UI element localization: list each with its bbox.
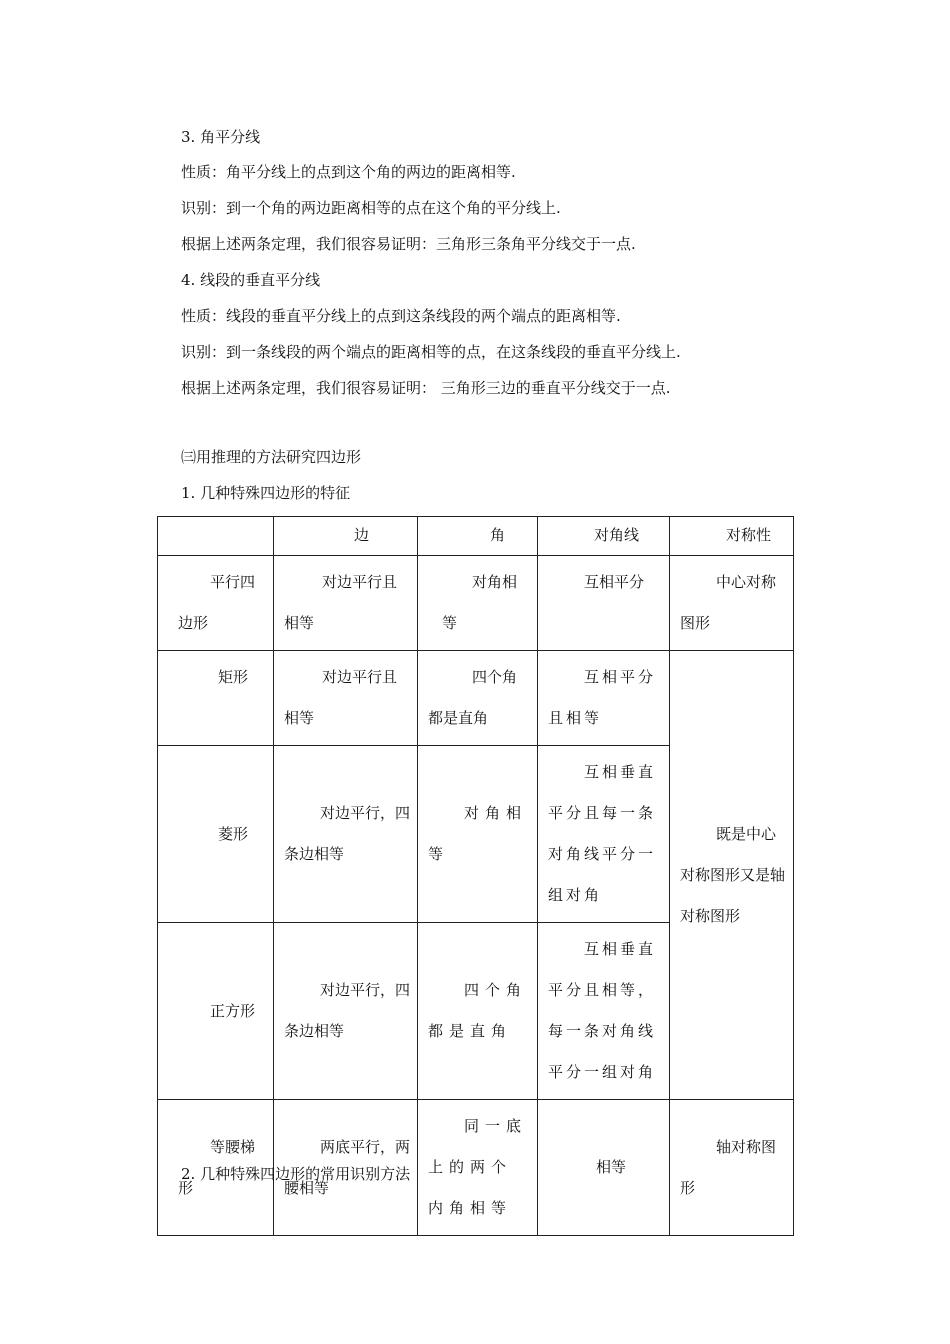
angle-bisector-property: 性质：角平分线上的点到这个角的两边的距离相等. (181, 163, 516, 181)
row-angle: 对角相等 (418, 746, 538, 923)
row-name: 矩形 (158, 651, 274, 746)
quadrilateral-features-table (157, 516, 794, 1236)
row-angle: 对角相等 (418, 556, 538, 651)
angle-bisector-identify: 识别：到一个角的两边距离相等的点在这个角的平分线上. (181, 199, 561, 217)
row-side: 对边平行且相等 (274, 651, 418, 746)
item1-heading: 1. 几种特殊四边形的特征 (181, 484, 351, 502)
angle-bisector-conclusion: 根据上述两条定理，我们很容易证明：三角形三条角平分线交于一点. (181, 235, 636, 253)
row-angle: 同一底上的两个内角相等 (418, 1100, 538, 1236)
heading-perpendicular-bisector: 4. 线段的垂直平分线 (181, 271, 321, 289)
header-cell-angle: 角 (418, 517, 538, 556)
table-header-row (158, 517, 794, 556)
table-row (158, 556, 794, 651)
row-side: 对边平行，四条边相等 (274, 923, 418, 1100)
perp-bisector-property: 性质：线段的垂直平分线上的点到这条线段的两个端点的距离相等. (181, 307, 621, 325)
row-diagonal: 互相平分且相等 (538, 651, 670, 746)
perp-bisector-identify: 识别：到一条线段的两个端点的距离相等的点，在这条线段的垂直平分线上. (181, 343, 681, 361)
merged-symmetry: 既是中心对称图形又是轴对称图形 (670, 651, 794, 1100)
row-angle: 四个角都是直角 (418, 923, 538, 1100)
header-cell-diagonal: 对角线 (538, 517, 670, 556)
row-name: 正方形 (158, 923, 274, 1100)
heading-angle-bisector: 3. 角平分线 (181, 128, 261, 146)
table-row (158, 651, 794, 746)
row-diagonal: 互相垂直平分且相等，每一条对角线平分一组对角 (538, 923, 670, 1100)
header-cell-side: 边 (274, 517, 418, 556)
row-symmetry: 轴对称图形 (670, 1100, 794, 1236)
row-name: 平行四边形 (158, 556, 274, 651)
row-side: 对边平行，四条边相等 (274, 746, 418, 923)
row-symmetry: 中心对称图形 (670, 556, 794, 651)
row-side: 两底平行，两腰相等 (274, 1100, 418, 1236)
row-name: 等腰梯形 (158, 1100, 274, 1236)
row-name: 菱形 (158, 746, 274, 923)
row-diagonal: 相等 (538, 1100, 670, 1236)
row-side: 对边平行且相等 (274, 556, 418, 651)
row-diagonal: 互相垂直平分且每一条对角线平分一组对角 (538, 746, 670, 923)
header-cell-symmetry: 对称性 (670, 517, 794, 556)
perp-bisector-conclusion: 根据上述两条定理，我们很容易证明： 三角形三边的垂直平分线交于一点. (181, 379, 671, 397)
part3-heading: ㈢用推理的方法研究四边形 (181, 448, 362, 466)
row-angle: 四个角都是直角 (418, 651, 538, 746)
header-cell-empty (158, 517, 274, 556)
item2-heading: 2. 几种特殊四边形的常用识别方法 (181, 1165, 411, 1183)
row-diagonal: 互相平分 (538, 556, 670, 651)
